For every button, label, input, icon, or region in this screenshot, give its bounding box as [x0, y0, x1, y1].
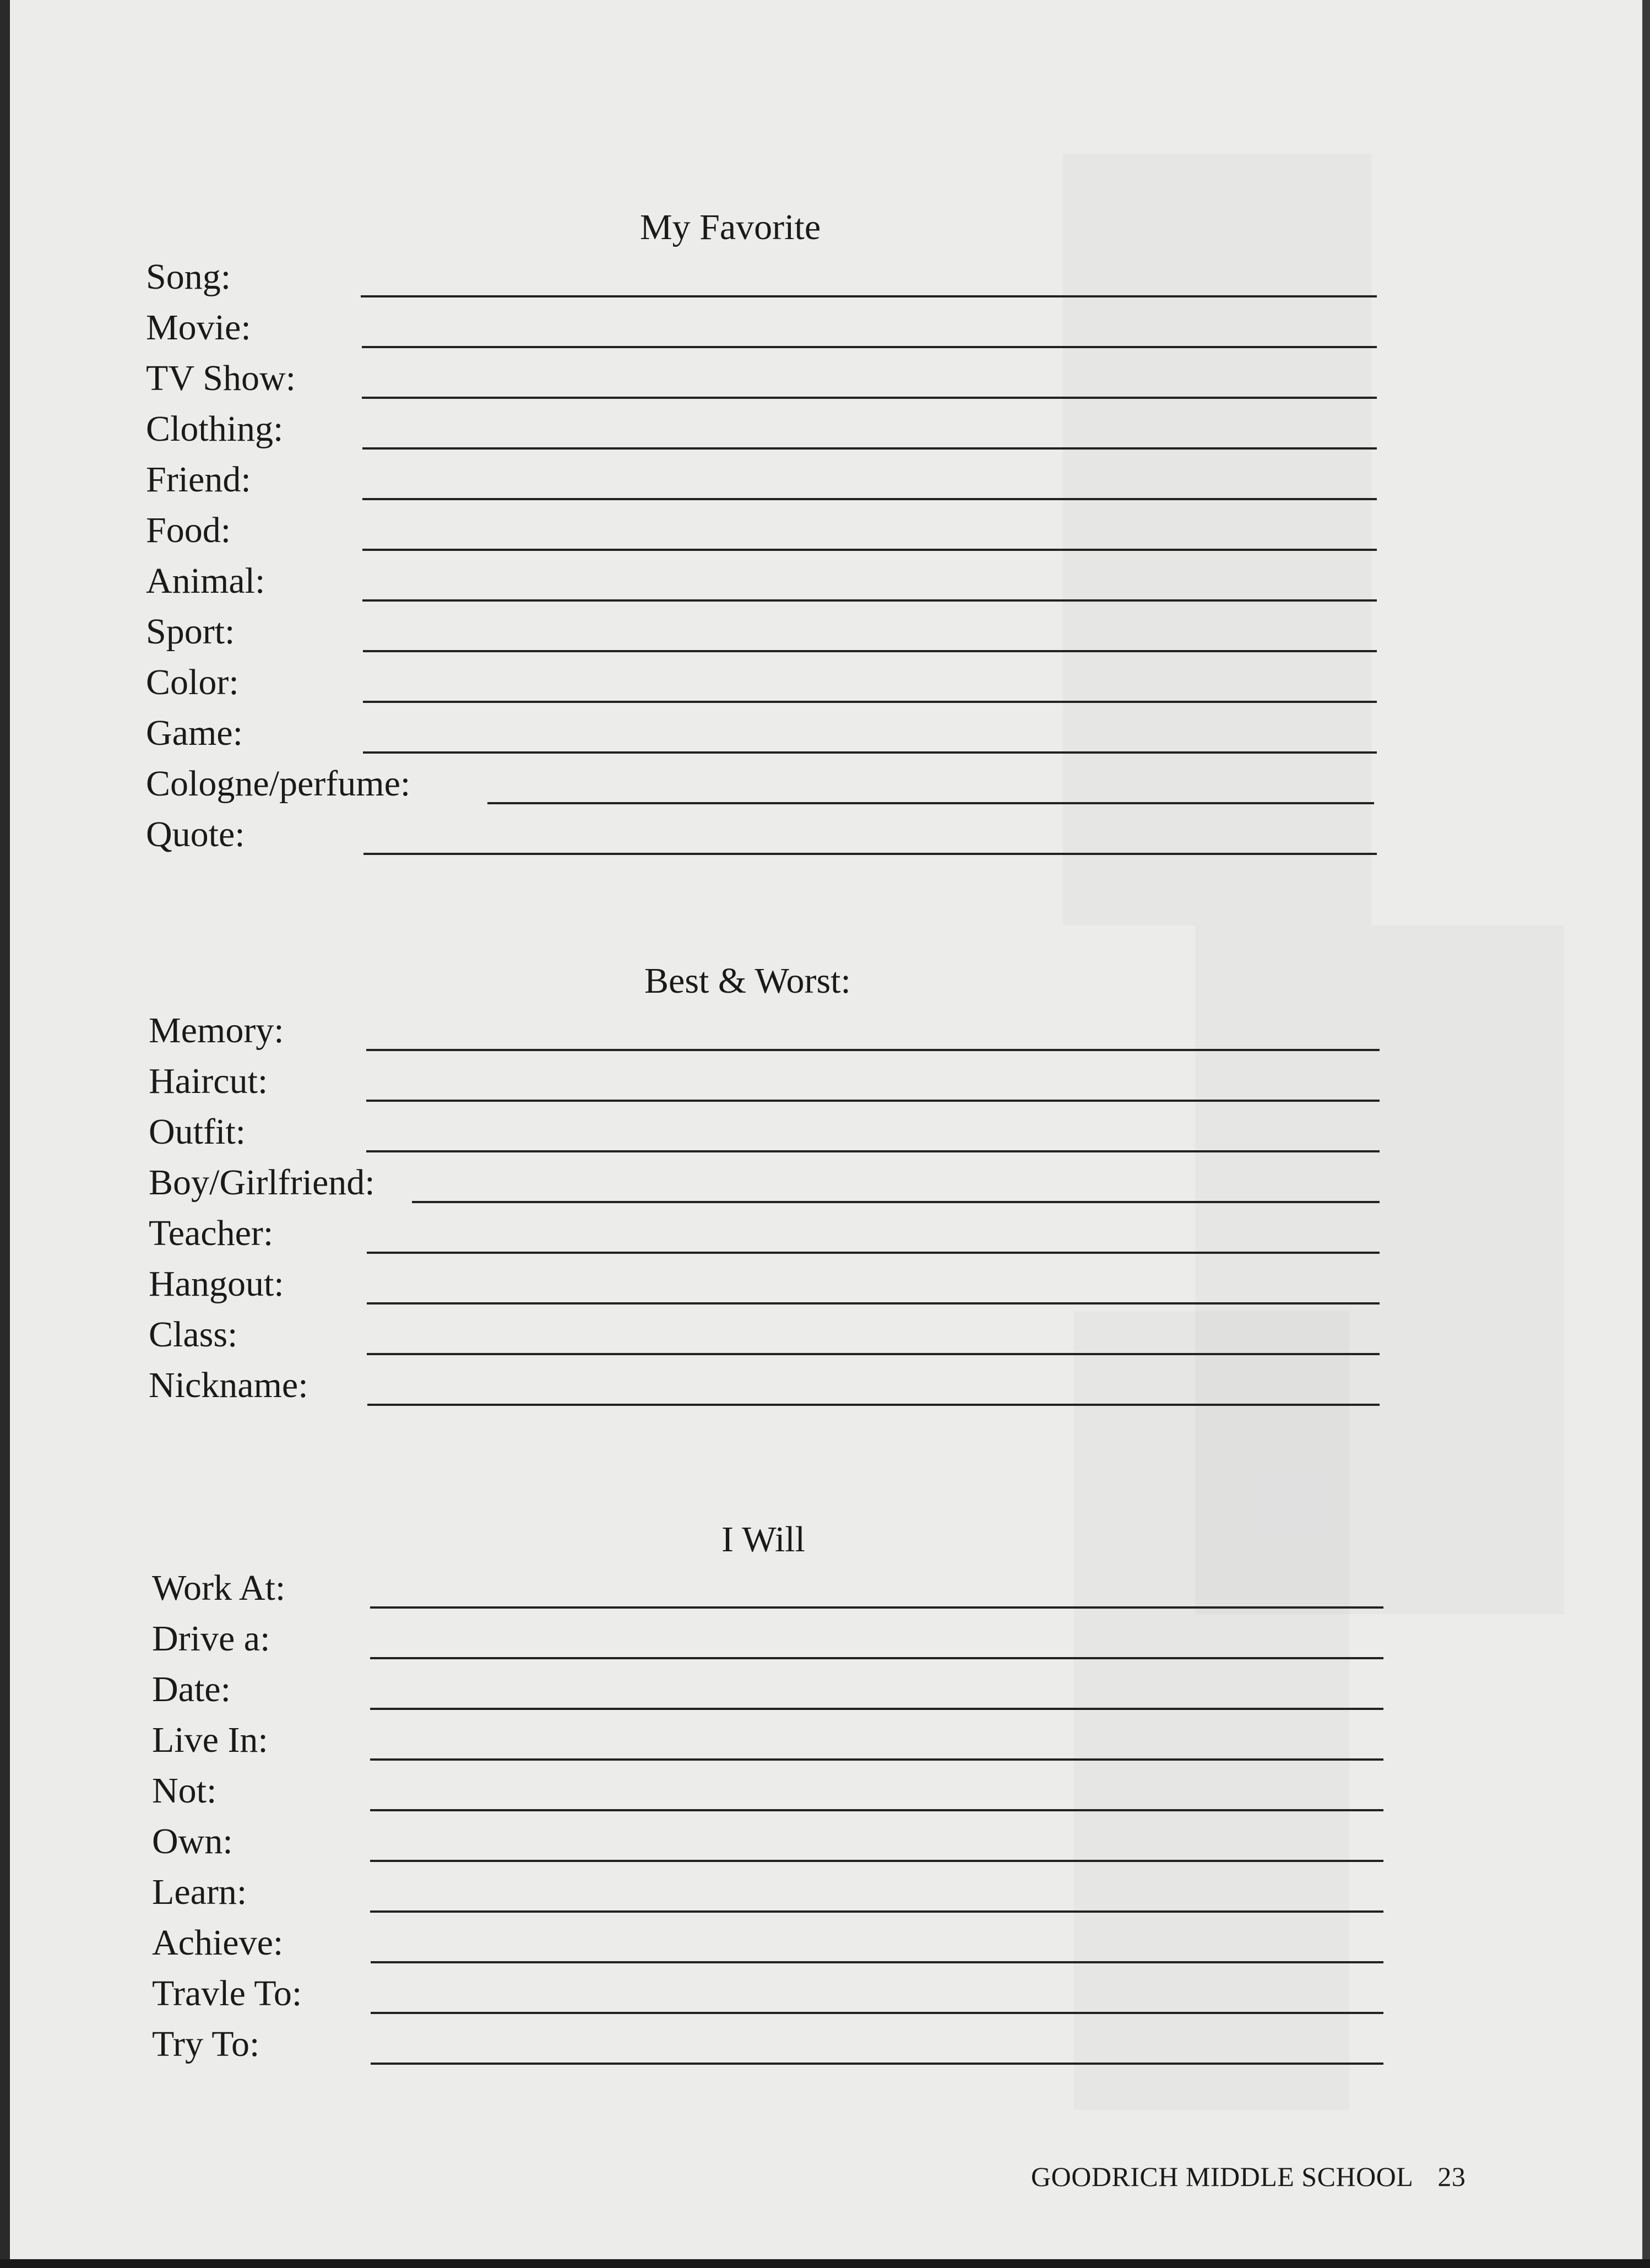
field-row-learn[interactable] [152, 1869, 1383, 1913]
field-label: Memory: [149, 1010, 284, 1051]
field-label: Cologne/perfume: [146, 764, 411, 804]
field-row-try-to[interactable] [152, 2021, 1383, 2065]
page-number: 23 [1437, 2161, 1466, 2192]
field-row-game[interactable] [146, 710, 1377, 754]
field-label: TV Show: [146, 358, 296, 398]
field-label: Clothing: [146, 409, 284, 449]
answer-line[interactable] [367, 1302, 1380, 1304]
field-label: Own: [152, 1821, 233, 1861]
field-label: Achieve: [152, 1923, 284, 1963]
field-row-teacher[interactable] [149, 1210, 1380, 1254]
section-title-i-will: I Will [721, 1519, 805, 1560]
field-label: Game: [146, 713, 243, 753]
answer-line[interactable] [370, 1708, 1383, 1710]
field-row-clothing[interactable] [146, 405, 1377, 450]
page-edge-right [1642, 0, 1650, 2268]
answer-line[interactable] [371, 2012, 1383, 2014]
answer-line[interactable] [362, 447, 1377, 450]
section-title-best-worst: Best & Worst: [644, 961, 851, 1001]
field-label: Not: [152, 1771, 217, 1811]
answer-line[interactable] [363, 701, 1377, 703]
answer-line[interactable] [370, 1657, 1383, 1659]
answer-line[interactable] [370, 1606, 1383, 1609]
field-label: Movie: [146, 307, 251, 348]
field-label: Learn: [152, 1872, 247, 1912]
field-row-not[interactable] [152, 1767, 1383, 1811]
field-row-work-at[interactable] [152, 1565, 1383, 1609]
field-label: Outfit: [149, 1112, 246, 1152]
answer-line[interactable] [366, 1100, 1380, 1102]
section-title-my-favorite: My Favorite [640, 207, 821, 247]
answer-line[interactable] [362, 549, 1377, 551]
field-label: Nickname: [149, 1365, 308, 1405]
page-edge-left [0, 0, 10, 2268]
field-label: Boy/Girlfriend: [149, 1162, 375, 1203]
answer-line[interactable] [371, 1961, 1383, 1963]
answer-line[interactable] [370, 1758, 1383, 1761]
field-row-sport[interactable] [146, 608, 1377, 652]
field-row-boy-girlfriend[interactable] [149, 1159, 1380, 1203]
answer-line[interactable] [371, 2063, 1383, 2065]
answer-line[interactable] [361, 295, 1377, 297]
field-label: Teacher: [149, 1213, 274, 1253]
field-row-outfit[interactable] [149, 1108, 1380, 1152]
answer-line[interactable] [367, 1353, 1380, 1355]
field-label: Date: [152, 1669, 231, 1709]
field-row-own[interactable] [152, 1818, 1383, 1862]
field-label: Animal: [146, 561, 265, 601]
field-row-quote[interactable] [146, 811, 1377, 855]
field-label: Hangout: [149, 1264, 284, 1304]
field-row-hangout[interactable] [149, 1260, 1380, 1304]
answer-line[interactable] [366, 1049, 1380, 1051]
field-label: Color: [146, 662, 239, 702]
answer-line[interactable] [363, 650, 1377, 652]
field-label: Travle To: [152, 1973, 302, 2013]
answer-line[interactable] [362, 599, 1377, 602]
field-label: Food: [146, 510, 231, 550]
field-row-friend[interactable] [146, 456, 1377, 500]
field-label: Work At: [152, 1568, 286, 1608]
answer-line[interactable] [367, 1404, 1380, 1406]
answer-line[interactable] [487, 802, 1374, 804]
school-name: GOODRICH MIDDLE SCHOOL [1031, 2161, 1414, 2192]
answer-line[interactable] [362, 498, 1377, 500]
answer-line[interactable] [370, 1809, 1383, 1811]
field-row-food[interactable] [146, 507, 1377, 551]
field-row-memory[interactable] [149, 1007, 1380, 1051]
field-label: Quote: [146, 814, 245, 854]
field-label: Class: [149, 1314, 238, 1355]
field-label: Drive a: [152, 1619, 270, 1659]
answer-line[interactable] [367, 1252, 1380, 1254]
answer-line[interactable] [370, 1860, 1383, 1862]
field-label: Try To: [152, 2024, 260, 2064]
field-row-drive-a[interactable] [152, 1615, 1383, 1659]
field-row-travel-to[interactable] [152, 1970, 1383, 2014]
answer-line[interactable] [363, 853, 1377, 855]
field-label: Live In: [152, 1720, 268, 1760]
field-row-live-in[interactable] [152, 1717, 1383, 1761]
page-edge-bottom [0, 2259, 1650, 2268]
field-row-haircut[interactable] [149, 1058, 1380, 1102]
field-label: Haircut: [149, 1061, 268, 1101]
answer-line[interactable] [366, 1150, 1380, 1152]
field-row-nickname[interactable] [149, 1362, 1380, 1406]
field-label: Friend: [146, 459, 251, 500]
field-row-class[interactable] [149, 1311, 1380, 1355]
field-row-animal[interactable] [146, 557, 1377, 602]
answer-line[interactable] [370, 1910, 1383, 1913]
field-row-color[interactable] [146, 659, 1377, 703]
field-row-movie[interactable] [146, 304, 1377, 348]
answer-line[interactable] [363, 751, 1377, 754]
field-row-tv-show[interactable] [146, 355, 1377, 399]
answer-line[interactable] [412, 1201, 1380, 1203]
field-row-achieve[interactable] [152, 1919, 1383, 1963]
page-footer [1031, 2161, 1466, 2193]
field-label: Sport: [146, 611, 235, 652]
answer-line[interactable] [362, 397, 1377, 399]
answer-line[interactable] [362, 346, 1377, 348]
field-row-song[interactable] [146, 253, 1377, 297]
field-row-cologne-perfume[interactable] [146, 760, 1377, 804]
field-row-date[interactable] [152, 1666, 1383, 1710]
field-label: Song: [146, 257, 231, 297]
